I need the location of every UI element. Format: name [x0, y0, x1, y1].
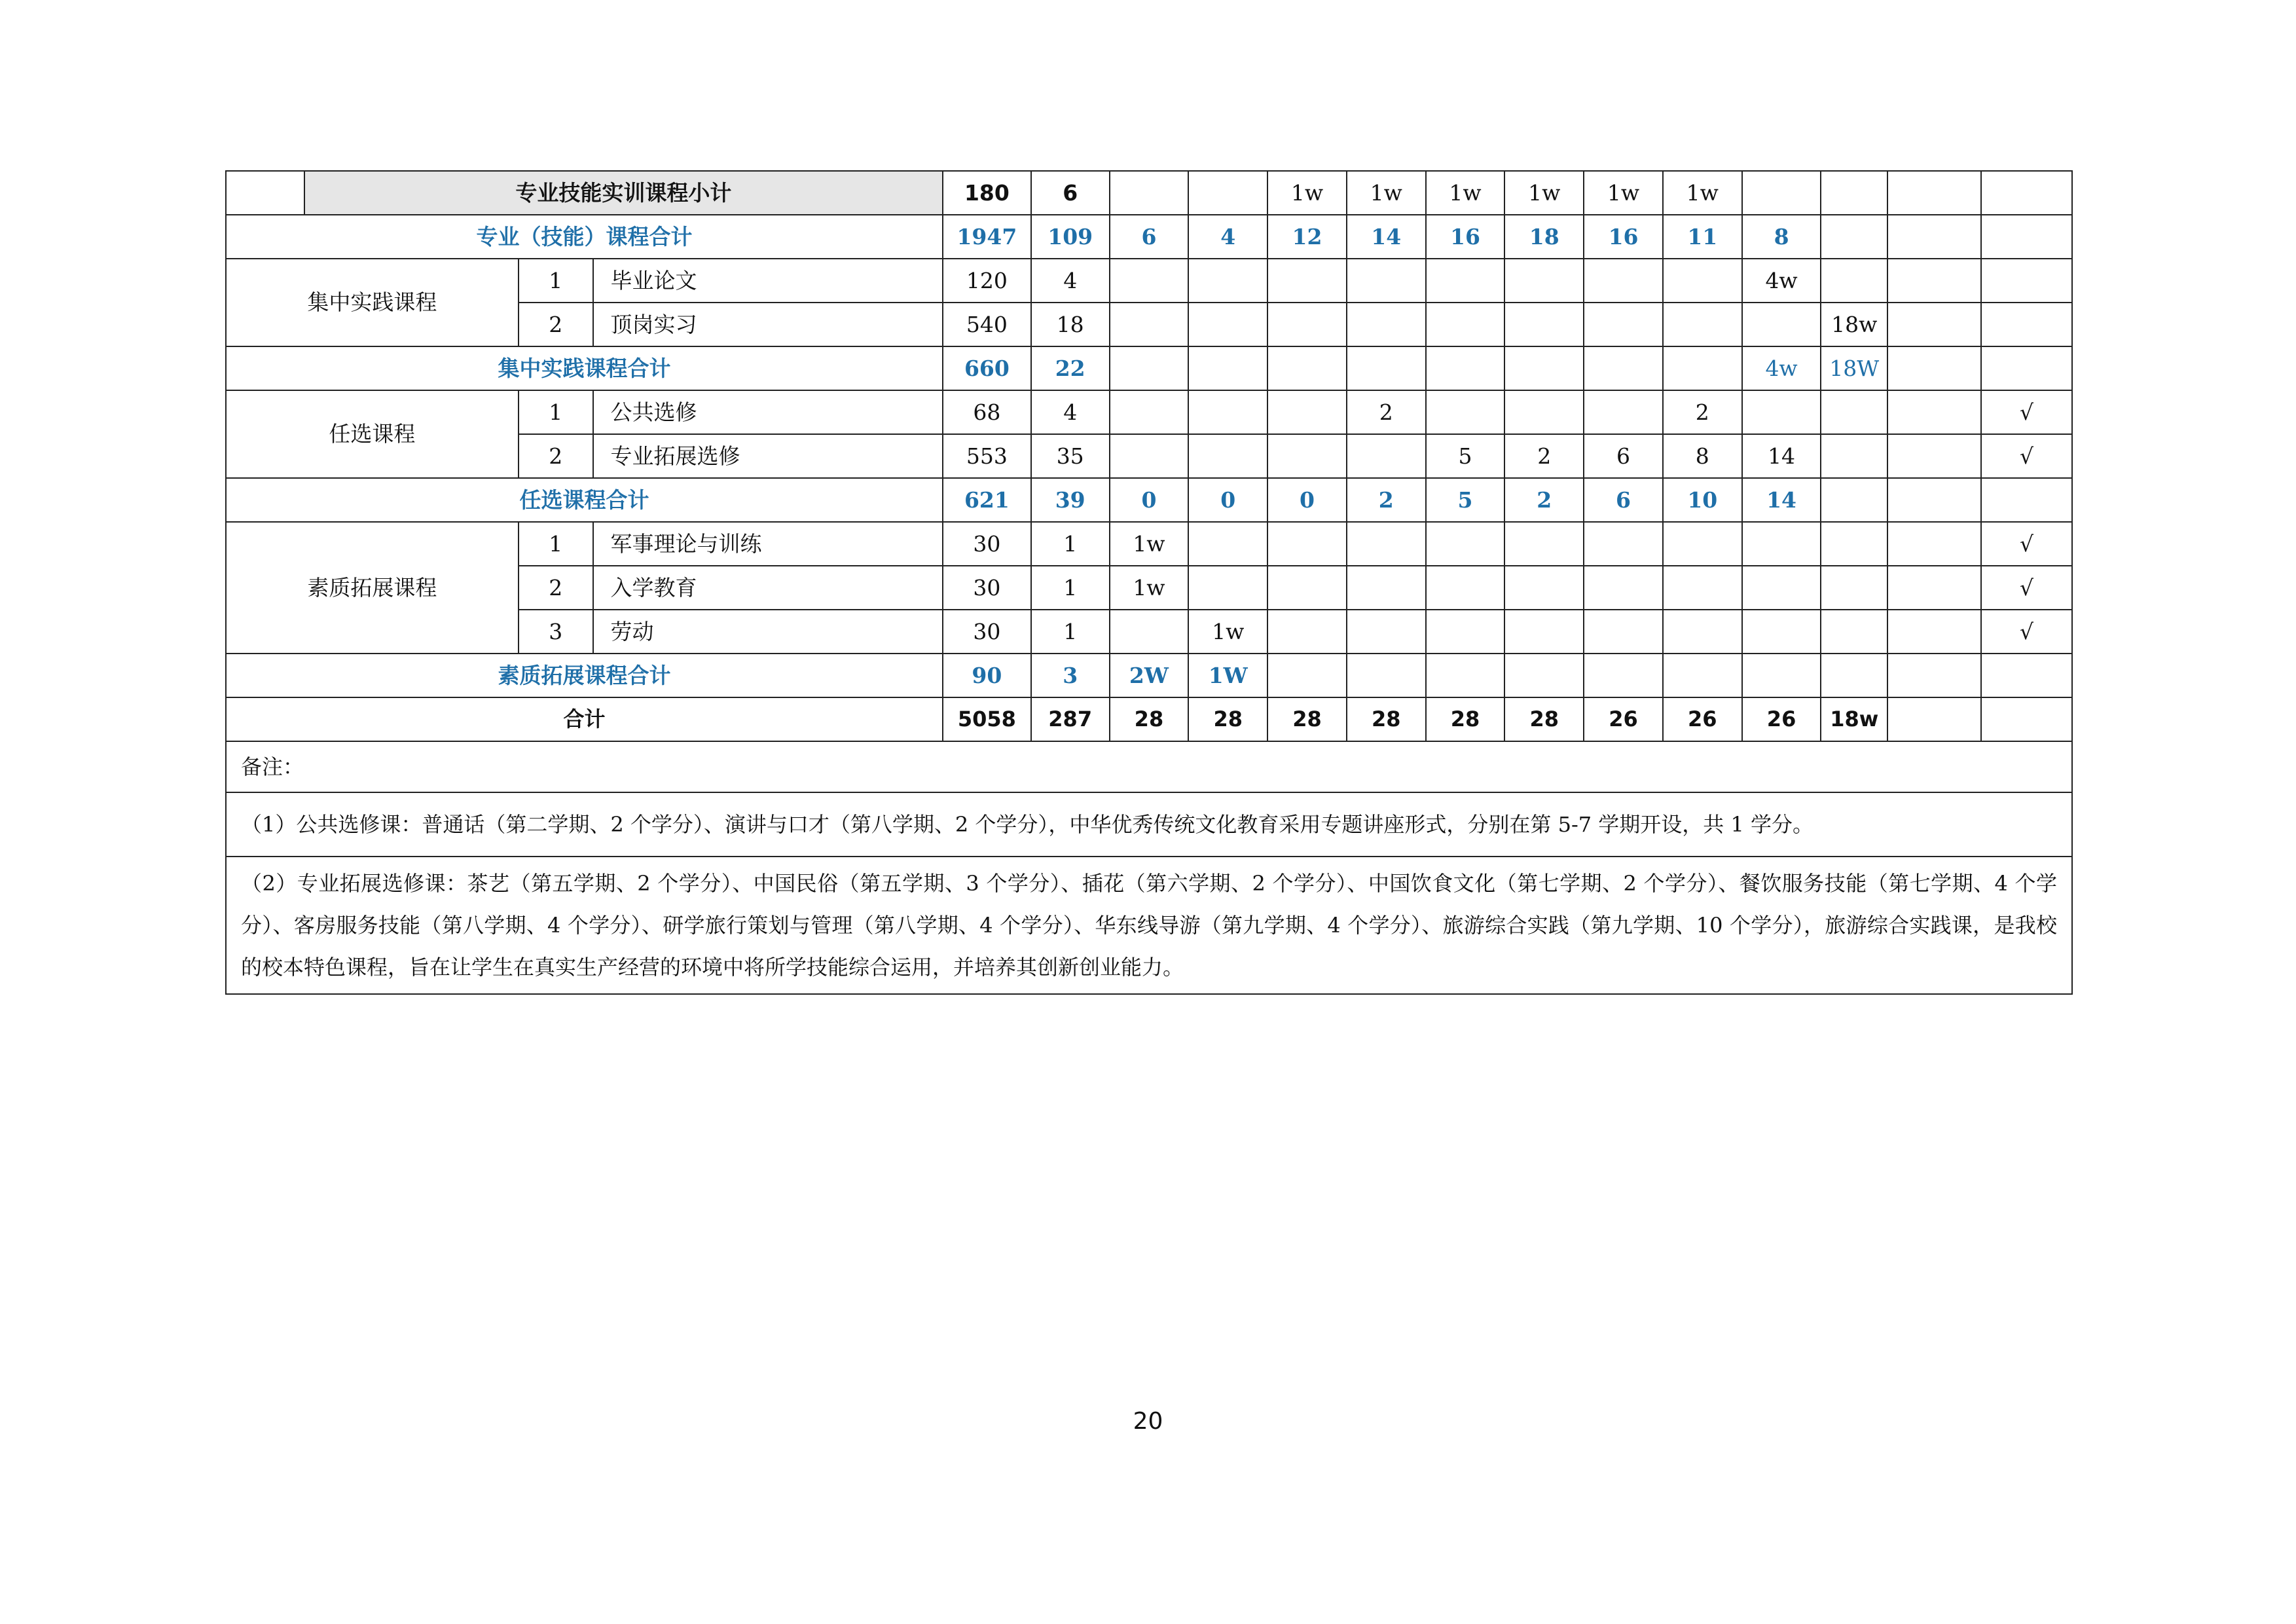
semester-cell: [1821, 171, 1887, 215]
semester-cell: [1426, 566, 1505, 610]
semester-cell: [1110, 303, 1189, 346]
semester-cell: 5: [1426, 434, 1505, 478]
semester-cell: 26: [1584, 697, 1663, 741]
course-name: 毕业论文: [593, 259, 943, 303]
hours-cell: 180: [943, 171, 1031, 215]
semester-cell: [1504, 654, 1584, 697]
hours-cell: 553: [943, 434, 1031, 478]
semester-cell: [1742, 522, 1821, 566]
semester-cell: [1188, 259, 1267, 303]
course-name: 顶岗实习: [593, 303, 943, 346]
semester-cell: [1981, 654, 2072, 697]
total-quality-row: [226, 654, 2072, 697]
semester-cell: 28: [1504, 697, 1584, 741]
group-label-concentrated: 集中实践课程: [226, 259, 519, 346]
semester-cell: 1w: [1426, 171, 1505, 215]
semester-cell: √: [1981, 610, 2072, 654]
semester-cell: 2: [1504, 434, 1584, 478]
semester-cell: [1267, 390, 1347, 434]
subtotal-practical-row: [226, 171, 2072, 215]
semester-cell: 26: [1742, 697, 1821, 741]
semester-cell: [1584, 346, 1663, 390]
course-name: 军事理论与训练: [593, 522, 943, 566]
course-name: 公共选修: [593, 390, 943, 434]
credits-cell: 3: [1031, 654, 1110, 697]
semester-cell: [1426, 303, 1505, 346]
semester-cell: [1110, 346, 1189, 390]
semester-cell: 0: [1267, 478, 1347, 522]
notes-title: 备注：: [226, 741, 2072, 792]
semester-cell: 1w: [1188, 610, 1267, 654]
semester-cell: 16: [1584, 215, 1663, 259]
credits-cell: 109: [1031, 215, 1110, 259]
semester-cell: [1188, 171, 1267, 215]
semester-cell: [1426, 259, 1505, 303]
note-row: [226, 857, 2072, 994]
course-name: 专业拓展选修: [593, 434, 943, 478]
semester-cell: [1887, 610, 1981, 654]
semester-cell: [1821, 390, 1887, 434]
semester-cell: [1584, 610, 1663, 654]
credits-cell: 22: [1031, 346, 1110, 390]
semester-cell: 12: [1267, 215, 1347, 259]
semester-cell: 6: [1110, 215, 1189, 259]
hours-cell: 5058: [943, 697, 1031, 741]
semester-cell: [1188, 566, 1267, 610]
semester-cell: 4w: [1742, 346, 1821, 390]
semester-cell: [1742, 654, 1821, 697]
semester-cell: [1742, 610, 1821, 654]
semester-cell: [1426, 522, 1505, 566]
semester-cell: 28: [1426, 697, 1505, 741]
semester-cell: [1887, 697, 1981, 741]
semester-cell: [1267, 522, 1347, 566]
semester-cell: √: [1981, 566, 2072, 610]
semester-cell: [1504, 390, 1584, 434]
semester-cell: [1347, 610, 1426, 654]
hours-cell: 120: [943, 259, 1031, 303]
semester-cell: [1426, 390, 1505, 434]
semester-cell: [1663, 654, 1742, 697]
semester-cell: [1821, 478, 1887, 522]
semester-cell: [1663, 346, 1742, 390]
semester-cell: [1887, 434, 1981, 478]
semester-cell: [1267, 346, 1347, 390]
semester-cell: [1887, 478, 1981, 522]
semester-cell: [1821, 654, 1887, 697]
semester-cell: [1267, 566, 1347, 610]
semester-cell: 8: [1742, 215, 1821, 259]
semester-cell: [1742, 171, 1821, 215]
row-label: 专业（技能）课程合计: [226, 215, 943, 259]
item-number: 1: [519, 259, 593, 303]
semester-cell: [1821, 259, 1887, 303]
semester-cell: 18: [1504, 215, 1584, 259]
semester-cell: [1887, 522, 1981, 566]
notes-title-row: [226, 741, 2072, 792]
semester-cell: [1981, 346, 2072, 390]
semester-cell: [1821, 522, 1887, 566]
note-professional-elective: （2）专业拓展选修课：茶艺（第五学期、2 个学分）、中国民俗（第五学期、3 个学分）、插花（第六学期、2 个学分）、中国饮食文化（第七学期、2 个学分）、餐饮服务技能（第七学期、4 个学分）、客房服务技能（第八学期、4 个学分）、研学旅行策划与管理（第八学期、4 个学分）、华东线导游（第九学期、4 个学分）、旅游综合实践（第九学期、10 个学分），旅游综合实践课，是我校的校本特色课程，旨在让学生在真实生产经营的环境中将所学技能综合运用，并培养其创新创业能力。: [226, 857, 2072, 994]
semester-cell: [1504, 522, 1584, 566]
semester-cell: [1887, 259, 1981, 303]
semester-cell: [1347, 434, 1426, 478]
semester-cell: 1w: [1663, 171, 1742, 215]
table-row: [226, 390, 2072, 434]
semester-cell: [1887, 566, 1981, 610]
credits-cell: 4: [1031, 390, 1110, 434]
semester-cell: [1663, 566, 1742, 610]
semester-cell: [1188, 303, 1267, 346]
semester-cell: [1584, 566, 1663, 610]
hours-cell: 660: [943, 346, 1031, 390]
semester-cell: [1887, 171, 1981, 215]
semester-cell: [1347, 654, 1426, 697]
semester-cell: [1347, 566, 1426, 610]
semester-cell: 2: [1347, 478, 1426, 522]
hours-cell: 540: [943, 303, 1031, 346]
semester-cell: [1504, 303, 1584, 346]
semester-cell: [1110, 171, 1189, 215]
semester-cell: [1188, 390, 1267, 434]
item-number: 1: [519, 522, 593, 566]
item-number: 3: [519, 610, 593, 654]
semester-cell: 1w: [1584, 171, 1663, 215]
total-elective-row: [226, 478, 2072, 522]
semester-cell: √: [1981, 390, 2072, 434]
semester-cell: √: [1981, 522, 2072, 566]
semester-cell: [1504, 259, 1584, 303]
semester-cell: 18w: [1821, 697, 1887, 741]
credits-cell: 1: [1031, 566, 1110, 610]
semester-cell: 28: [1110, 697, 1189, 741]
semester-cell: [1821, 434, 1887, 478]
credits-cell: 4: [1031, 259, 1110, 303]
semester-cell: [1981, 303, 2072, 346]
semester-cell: [1742, 566, 1821, 610]
row-label: 专业技能实训课程小计: [304, 171, 943, 215]
table-row: [226, 522, 2072, 566]
semester-cell: [1584, 259, 1663, 303]
semester-cell: [1504, 346, 1584, 390]
note-row: [226, 792, 2072, 857]
semester-cell: [1426, 610, 1505, 654]
semester-cell: [1663, 522, 1742, 566]
semester-cell: [1504, 566, 1584, 610]
semester-cell: 18W: [1821, 346, 1887, 390]
semester-cell: [1110, 610, 1189, 654]
semester-cell: [1981, 215, 2072, 259]
credits-cell: 1: [1031, 610, 1110, 654]
semester-cell: [1347, 522, 1426, 566]
semester-cell: 28: [1267, 697, 1347, 741]
semester-cell: [1347, 346, 1426, 390]
semester-cell: [1267, 654, 1347, 697]
semester-cell: 2: [1663, 390, 1742, 434]
semester-cell: √: [1981, 434, 2072, 478]
credits-cell: 35: [1031, 434, 1110, 478]
semester-cell: 18w: [1821, 303, 1887, 346]
semester-cell: [1663, 610, 1742, 654]
semester-cell: [1584, 390, 1663, 434]
semester-cell: [1887, 654, 1981, 697]
semester-cell: [1188, 522, 1267, 566]
semester-cell: 1w: [1347, 171, 1426, 215]
semester-cell: 4w: [1742, 259, 1821, 303]
semester-cell: 4: [1188, 215, 1267, 259]
semester-cell: [1584, 654, 1663, 697]
row-label: 素质拓展课程合计: [226, 654, 943, 697]
page-number: 20: [1133, 1408, 1163, 1435]
semester-cell: [1504, 610, 1584, 654]
semester-cell: 6: [1584, 478, 1663, 522]
total-professional-row: [226, 215, 2072, 259]
hours-cell: 30: [943, 566, 1031, 610]
semester-cell: [1887, 303, 1981, 346]
item-number: 2: [519, 303, 593, 346]
row-label: 集中实践课程合计: [226, 346, 943, 390]
semester-cell: [1267, 610, 1347, 654]
semester-cell: [1347, 303, 1426, 346]
semester-cell: 1W: [1188, 654, 1267, 697]
semester-cell: [1663, 303, 1742, 346]
hours-cell: 30: [943, 610, 1031, 654]
semester-cell: 28: [1347, 697, 1426, 741]
note-public-elective: （1）公共选修课：普通话（第二学期、2 个学分）、演讲与口才（第八学期、2 个学分），中华优秀传统文化教育采用专题讲座形式，分别在第 5-7 学期开设，共 1 学分。: [226, 792, 2072, 857]
hours-cell: 621: [943, 478, 1031, 522]
semester-cell: [1981, 171, 2072, 215]
semester-cell: [1347, 259, 1426, 303]
semester-cell: 1w: [1110, 566, 1189, 610]
hours-cell: 90: [943, 654, 1031, 697]
semester-cell: [1981, 697, 2072, 741]
semester-cell: [1821, 215, 1887, 259]
semester-cell: 28: [1188, 697, 1267, 741]
blank-cell: [226, 171, 304, 215]
semester-cell: 1w: [1110, 522, 1189, 566]
semester-cell: 2W: [1110, 654, 1189, 697]
curriculum-table: [225, 170, 2073, 995]
semester-cell: 5: [1426, 478, 1505, 522]
semester-cell: [1188, 346, 1267, 390]
semester-cell: [1887, 390, 1981, 434]
semester-cell: 14: [1742, 478, 1821, 522]
semester-cell: [1110, 434, 1189, 478]
semester-cell: 11: [1663, 215, 1742, 259]
hours-cell: 30: [943, 522, 1031, 566]
semester-cell: 1w: [1267, 171, 1347, 215]
row-label: 合计: [226, 697, 943, 741]
item-number: 2: [519, 434, 593, 478]
semester-cell: [1981, 478, 2072, 522]
semester-cell: 2: [1347, 390, 1426, 434]
item-number: 1: [519, 390, 593, 434]
credits-cell: 1: [1031, 522, 1110, 566]
semester-cell: [1267, 259, 1347, 303]
semester-cell: 6: [1584, 434, 1663, 478]
semester-cell: 10: [1663, 478, 1742, 522]
credits-cell: 6: [1031, 171, 1110, 215]
course-name: 入学教育: [593, 566, 943, 610]
credits-cell: 18: [1031, 303, 1110, 346]
group-label-elective: 任选课程: [226, 390, 519, 478]
semester-cell: [1584, 522, 1663, 566]
semester-cell: [1821, 566, 1887, 610]
semester-cell: [1821, 610, 1887, 654]
course-name: 劳动: [593, 610, 943, 654]
semester-cell: 14: [1742, 434, 1821, 478]
hours-cell: 1947: [943, 215, 1031, 259]
total-concentrated-row: [226, 346, 2072, 390]
semester-cell: [1887, 215, 1981, 259]
semester-cell: [1267, 434, 1347, 478]
semester-cell: [1663, 259, 1742, 303]
table-row: [226, 259, 2072, 303]
group-label-quality: 素质拓展课程: [226, 522, 519, 654]
semester-cell: 1w: [1504, 171, 1584, 215]
semester-cell: 16: [1426, 215, 1505, 259]
semester-cell: [1426, 654, 1505, 697]
semester-cell: [1742, 390, 1821, 434]
semester-cell: [1887, 346, 1981, 390]
row-label: 任选课程合计: [226, 478, 943, 522]
semester-cell: 0: [1188, 478, 1267, 522]
semester-cell: 2: [1504, 478, 1584, 522]
credits-cell: 39: [1031, 478, 1110, 522]
credits-cell: 287: [1031, 697, 1110, 741]
semester-cell: [1981, 259, 2072, 303]
semester-cell: [1584, 303, 1663, 346]
semester-cell: 0: [1110, 478, 1189, 522]
semester-cell: [1426, 346, 1505, 390]
semester-cell: [1267, 303, 1347, 346]
grand-total-row: [226, 697, 2072, 741]
item-number: 2: [519, 566, 593, 610]
semester-cell: 14: [1347, 215, 1426, 259]
semester-cell: [1110, 390, 1189, 434]
semester-cell: 8: [1663, 434, 1742, 478]
semester-cell: [1110, 259, 1189, 303]
semester-cell: [1742, 303, 1821, 346]
semester-cell: 26: [1663, 697, 1742, 741]
semester-cell: [1188, 434, 1267, 478]
hours-cell: 68: [943, 390, 1031, 434]
